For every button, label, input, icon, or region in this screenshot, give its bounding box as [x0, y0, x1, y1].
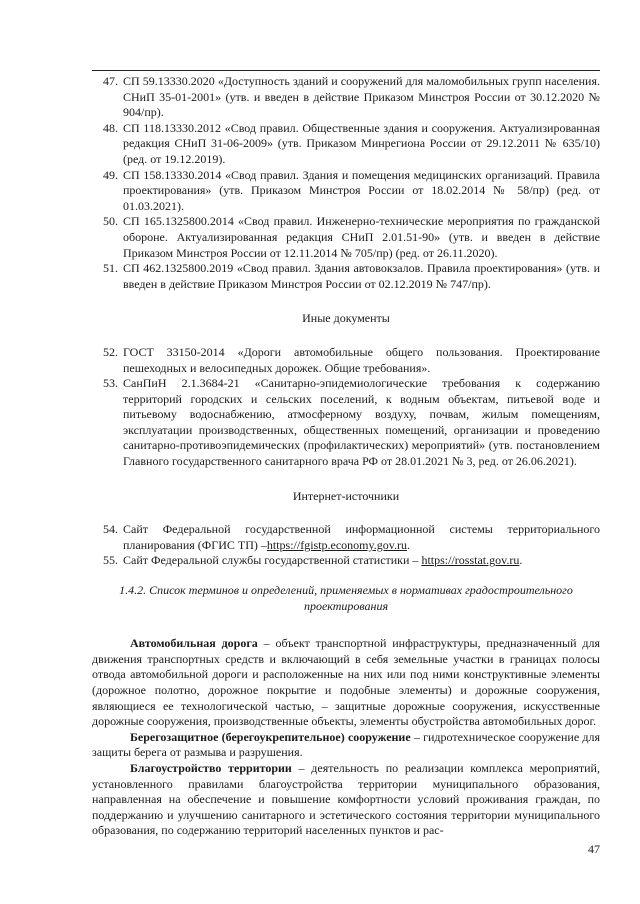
rosstat-link[interactable]: https://rosstat.gov.ru [421, 553, 520, 568]
term-name: Берегозащитное (берегоукрепительное) сооружение [130, 729, 411, 744]
item-text [123, 553, 600, 569]
term-definition: – объект транспортной инфраструктуры, предназначенный для движения транспортных средств и включающий в себя земельные участки в границах полосы отвода автомобильной дороги и расположенные на них или под ними конструктивные элементы (дорожное полотно, дорожное покрытие и подобные элементы) и дорожные сооружения, являющиеся ее технологической частью, – защитные дорожные сооружения, искусственные дорожные сооружения, производственные объекты, элементы обустройства автомобильных дорог. [92, 636, 600, 729]
list-item [92, 376, 600, 470]
reference-list-internet [92, 522, 600, 569]
term-definition: – гидротехническое сооружение для защиты берега от размыва и разрушения. [92, 729, 600, 760]
document-page [92, 74, 600, 839]
term-paragraph [92, 636, 600, 730]
item-number: 55. [103, 553, 118, 568]
item-text: СП 118.13330.2012 «Свод правил. Общественные здания и сооружения. Актуализированная редакция СНиП 31-06-2009» (утв. Приказом Минрегиона России от 29.12.2011 № 635/10) (ред. от 19.12.2019). [123, 120, 600, 166]
item-number: 52. [103, 344, 118, 359]
item-text: СП 59.13330.2020 «Доступность зданий и сооружений для маломобильных групп населения. СНиП 35-01-2001» (утв. и введен в действие Приказом Минстроя России от 30.12.2020 № 904/пр). [123, 74, 600, 120]
term-paragraph [92, 761, 600, 839]
item-number: 54. [103, 522, 118, 537]
page-number: 47 [588, 842, 600, 856]
item-text: СП 158.13330.2014 «Свод правил. Здания и помещения медицинских организаций. Правила проектирования» (утв. Приказом Минстроя России от 18.02.2014 № 58/пр) (ред. от 01.03.2021). [123, 167, 600, 213]
term-name: Автомобильная дорога [130, 636, 258, 651]
item-text [123, 522, 600, 553]
item-number: 47. [103, 74, 118, 88]
item-text-body: Сайт Федеральной государственной информационной системы территориального планирования (ФГИС ТП) – [123, 522, 600, 552]
list-item [92, 345, 600, 376]
section-title: 1.4.2. Список терминов и определений, применяемых в нормативах градостроительного проектирования [119, 583, 573, 613]
item-text: СанПиН 2.1.3684-21 «Санитарно-эпидемиологические требования к содержанию территорий городских и сельских поселений, к водным объектам, питьевой воде и питьевому водоснабжению, атмосферному воздуху, почвам, жилым помещениям, эксплуатации производственных, общественных помещений, организации и проведению санитарно-противоэпидемических (профилактических) мероприятий» (утв. постановлением Главного государственного санитарного врача РФ от 28.01.2021 № 3, ред. от 26.06.2021). [123, 376, 600, 469]
reference-list-other [92, 345, 600, 470]
item-number: 49. [103, 167, 118, 182]
item-text-end: . [519, 553, 523, 568]
item-number: 50. [103, 214, 118, 229]
list-item [92, 168, 600, 215]
header-rule [92, 70, 600, 71]
heading-other-documents: Иные документы [302, 311, 390, 326]
list-item [92, 261, 600, 292]
item-text: СП 165.1325800.2014 «Свод правил. Инженерно-технические мероприятия по гражданской обороне. Актуализированная редакция СНиП 2.01.51-90» (утв. и введен в действие Приказом Минстроя России от 12.11.2014 № 705/пр) (ред. от 26.11.2020). [123, 214, 600, 260]
item-number: 48. [103, 120, 118, 135]
heading-internet-sources: Интернет-источники [292, 488, 400, 503]
term-definition: – деятельность по реализации комплекса мероприятий, установленного правилами благоустройства территории муниципального образования, направленная на обеспечение и повышение комфортности условий проживания граждан, по поддержанию и улучшению санитарного и эстетического состояния территории муниципального образования, по содержанию территорий населенных пунктов и рас- [92, 760, 600, 838]
reference-list-sp [92, 74, 600, 292]
item-text: ГОСТ 33150-2014 «Дороги автомобильные общего пользования. Проектирование пешеходных и велосипедных дорожек. Общие требования». [123, 344, 600, 375]
list-item [92, 553, 600, 569]
item-text: СП 462.1325800.2019 «Свод правил. Здания автовокзалов. Правила проектирования» (утв. и введен в действие Приказом Минстроя России от 02.12.2019 № 747/пр). [123, 261, 600, 291]
list-item [92, 214, 600, 261]
term-name: Благоустройство территории [130, 760, 292, 775]
item-number: 53. [103, 376, 118, 391]
list-item [92, 522, 600, 553]
list-item [92, 121, 600, 168]
item-number: 51. [103, 261, 118, 276]
item-text-body: Сайт Федеральной службы государственной статистики – [123, 553, 422, 568]
list-item [92, 74, 600, 121]
fgistp-link[interactable]: https://fgistp.economy.gov.ru [266, 537, 407, 552]
item-text-end: . [406, 537, 410, 552]
term-paragraph [92, 730, 600, 761]
